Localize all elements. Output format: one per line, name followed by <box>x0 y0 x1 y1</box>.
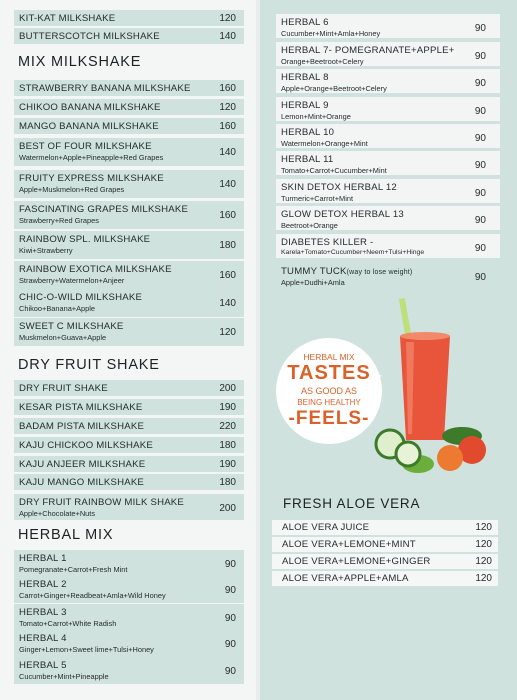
item-price: 90 <box>474 188 486 199</box>
item-name: KAJU ANJEER MILKSHAKE <box>19 459 146 470</box>
item-price: 180 <box>219 440 236 451</box>
item-price: 90 <box>224 559 236 570</box>
section-title-dry-fruit: DRY FRUIT SHAKE <box>18 357 160 373</box>
item-name: KAJU MANGO MILKSHAKE <box>19 477 145 488</box>
juice-glass-illustration <box>370 298 500 488</box>
item-ingredients: Tomato+Carrot+Cucumber+Mint <box>281 166 387 175</box>
menu-item-butterscotch <box>14 28 244 44</box>
item-name: KIT-KAT MILKSHAKE <box>19 13 116 24</box>
item-ingredients: Watermelon+Apple+Pineapple+Red Grapes <box>19 153 164 162</box>
item-price: 180 <box>219 240 236 251</box>
item-price: 220 <box>219 421 236 432</box>
item-name: MANGO BANANA MILKSHAKE <box>19 121 159 132</box>
promo-line-5: -FEELS- <box>288 408 370 429</box>
item-name: BEST OF FOUR MILKSHAKE <box>19 141 152 152</box>
item-name: ALOE VERA+LEMONE+MINT <box>282 539 416 550</box>
item-ingredients: Apple+Dudhi+Amla <box>281 278 345 287</box>
menu-item <box>14 138 244 166</box>
item-price: 120 <box>475 573 492 584</box>
section-title-aloe-vera: FRESH ALOE VERA <box>283 496 421 511</box>
item-name: HERBAL 11 <box>281 154 334 165</box>
menu-item <box>276 234 500 258</box>
item-name: ALOE VERA+APPLE+AMLA <box>282 573 409 584</box>
item-name: BUTTERSCOTCH MILKSHAKE <box>19 31 160 42</box>
item-ingredients: Ginger+Lemon+Sweet lime+Tulsi+Honey <box>19 645 154 654</box>
item-price: 120 <box>475 522 492 533</box>
item-name: SKIN DETOX HERBAL 12 <box>281 182 397 193</box>
menu-item <box>14 456 244 472</box>
menu-item <box>14 630 244 657</box>
item-name: RAINBOW EXOTICA MILKSHAKE <box>19 264 172 275</box>
item-price: 120 <box>475 556 492 567</box>
item-ingredients: Orange+Beetroot+Celery <box>281 57 364 66</box>
item-ingredients: Strawberry+Watermelon+Anjeer <box>19 276 125 285</box>
menu-item <box>14 80 244 96</box>
item-price: 190 <box>219 402 236 413</box>
item-price: 90 <box>224 639 236 650</box>
item-price: 160 <box>219 121 236 132</box>
item-price: 140 <box>219 147 236 158</box>
item-name: DIABETES KILLER - <box>281 237 374 248</box>
item-name: SWEET C MILKSHAKE <box>19 321 124 332</box>
item-ingredients: Apple+Chocolate+Nuts <box>19 509 96 518</box>
item-price: 90 <box>474 133 486 144</box>
item-ingredients: Chikoo+Banana+Apple <box>19 304 96 313</box>
item-price: 140 <box>219 31 236 42</box>
item-name: ALOE VERA JUICE <box>282 522 370 533</box>
item-price: 90 <box>474 272 486 283</box>
menu-item <box>276 263 500 289</box>
item-ingredients: Apple+Orange+Beetroot+Celery <box>281 84 387 93</box>
menu-item <box>14 289 244 317</box>
item-price: 90 <box>474 106 486 117</box>
menu-item <box>276 14 500 38</box>
item-ingredients: Watermelon+Orange+Mint <box>281 139 368 148</box>
item-name: ALOE VERA+LEMONE+GINGER <box>282 556 431 567</box>
item-price: 120 <box>219 102 236 113</box>
menu-item <box>276 206 500 230</box>
promo-line-2: TASTES <box>287 362 371 384</box>
item-price: 120 <box>219 327 236 338</box>
item-price: 90 <box>224 666 236 677</box>
item-price: 140 <box>219 179 236 190</box>
menu-item <box>276 151 500 175</box>
item-name: HERBAL 10 <box>281 127 335 138</box>
item-price: 90 <box>224 613 236 624</box>
menu-item <box>14 437 244 453</box>
item-name: HERBAL 4 <box>19 633 67 644</box>
promo-line-1: HERBAL MIX <box>303 352 355 362</box>
item-name: HERBAL 2 <box>19 579 67 590</box>
cucumber-slice-2 <box>396 442 420 466</box>
carrot-slice <box>437 445 463 471</box>
item-name: HERBAL 9 <box>281 100 329 111</box>
item-ingredients: Tomato+Carrot+White Radish <box>19 619 117 628</box>
item-ingredients: Pomegranate+Carrot+Fresh Mint <box>19 565 128 574</box>
item-name-note: (way to lose weight) <box>346 269 413 276</box>
menu-item <box>14 576 244 603</box>
item-name: HERBAL 8 <box>281 72 329 83</box>
item-name: FRUITY EXPRESS MILKSHAKE <box>19 173 164 184</box>
menu-item <box>14 118 244 134</box>
menu-item <box>276 97 500 121</box>
item-ingredients: Carrot+Ginger+Readbeat+Amla+Wild Honey <box>19 591 166 600</box>
item-name: HERBAL 5 <box>19 660 67 671</box>
item-name: RAINBOW SPL. MILKSHAKE <box>19 234 151 245</box>
item-name: HERBAL 3 <box>19 607 67 618</box>
item-ingredients: Muskmelon+Guava+Apple <box>19 333 107 342</box>
item-name: KESAR PISTA MILKSHAKE <box>19 402 143 413</box>
menu-item <box>14 418 244 434</box>
item-name: DRY FRUIT RAINBOW MILK SHAKE <box>19 497 184 508</box>
item-name: HERBAL 6 <box>281 17 329 28</box>
item-price: 140 <box>219 298 236 309</box>
item-name: DRY FRUIT SHAKE <box>19 383 108 394</box>
menu-item <box>14 494 244 520</box>
item-price: 90 <box>224 585 236 596</box>
item-price: 160 <box>219 270 236 281</box>
menu-item <box>272 571 498 586</box>
menu-item <box>272 554 498 569</box>
item-ingredients: Cucumber+Mint+Amla+Honey <box>281 29 381 38</box>
item-ingredients: Turmeric+Carrot+Mint <box>281 194 354 203</box>
menu-item <box>14 201 244 229</box>
item-ingredients: Strawberry+Red Grapes <box>19 216 99 225</box>
item-name: STRAWBERRY BANANA MILKSHAKE <box>19 83 191 94</box>
item-price: 90 <box>474 215 486 226</box>
menu-item <box>272 520 498 535</box>
item-price: 90 <box>474 23 486 34</box>
menu-item <box>14 550 244 577</box>
item-name: HERBAL 1 <box>19 553 67 564</box>
menu-item <box>14 318 244 346</box>
item-name: BADAM PISTA MILKSHAKE <box>19 421 145 432</box>
menu-item <box>276 124 500 148</box>
item-name <box>281 266 412 277</box>
menu-item <box>276 42 500 66</box>
item-price: 160 <box>219 210 236 221</box>
item-price: 90 <box>474 51 486 62</box>
item-ingredients: Cucumber+Mint+Pineapple <box>19 672 109 681</box>
menu-item <box>14 261 244 289</box>
item-name: KAJU CHICKOO MILKSHAKE <box>19 440 153 451</box>
item-name: GLOW DETOX HERBAL 13 <box>281 209 404 220</box>
menu-item <box>14 170 244 198</box>
item-ingredients: Karela+Tomato+Cucumber+Neem+Tulsi+Hinge <box>281 249 425 256</box>
section-title-herbal-mix: HERBAL MIX <box>18 527 114 543</box>
item-price: 190 <box>219 459 236 470</box>
item-price: 90 <box>474 243 486 254</box>
item-name: CHIC-O-WILD MILKSHAKE <box>19 292 143 303</box>
item-price: 160 <box>219 83 236 94</box>
item-ingredients: Beetroot+Orange <box>281 221 338 230</box>
menu-item <box>14 380 244 396</box>
section-title-mix-milkshake: MIX MILKSHAKE <box>18 54 142 70</box>
item-price: 120 <box>219 13 236 24</box>
menu-item <box>14 657 244 684</box>
item-price: 180 <box>219 477 236 488</box>
menu-item <box>14 604 244 631</box>
item-ingredients: Lemon+Mint+Orange <box>281 112 351 121</box>
menu-item <box>14 99 244 115</box>
menu-item <box>276 69 500 93</box>
item-price: 200 <box>219 503 236 514</box>
menu-item-kitkat <box>14 10 244 26</box>
promo-line-4: BEING HEALTHY <box>297 398 361 407</box>
menu-item <box>14 231 244 259</box>
item-price: 200 <box>219 383 236 394</box>
item-price: 90 <box>474 78 486 89</box>
item-name-text: TUMMY TUCK <box>281 266 347 277</box>
glass-rim <box>400 332 450 340</box>
item-name: HERBAL 7- POMEGRANATE+APPLE+ <box>281 45 455 56</box>
item-price: 120 <box>475 539 492 550</box>
menu-item <box>272 537 498 552</box>
menu-item <box>14 399 244 415</box>
item-price: 90 <box>474 160 486 171</box>
menu-item <box>276 179 500 203</box>
promo-line-3: AS GOOD AS <box>300 386 358 396</box>
item-name: CHIKOO BANANA MILKSHAKE <box>19 102 161 113</box>
menu-item <box>14 474 244 490</box>
item-ingredients: Apple+Muskmelon+Red Grapes <box>19 185 125 194</box>
item-ingredients: Kiwi+Strawberry <box>19 246 73 255</box>
item-name: FASCINATING GRAPES MILKSHAKE <box>19 204 189 215</box>
